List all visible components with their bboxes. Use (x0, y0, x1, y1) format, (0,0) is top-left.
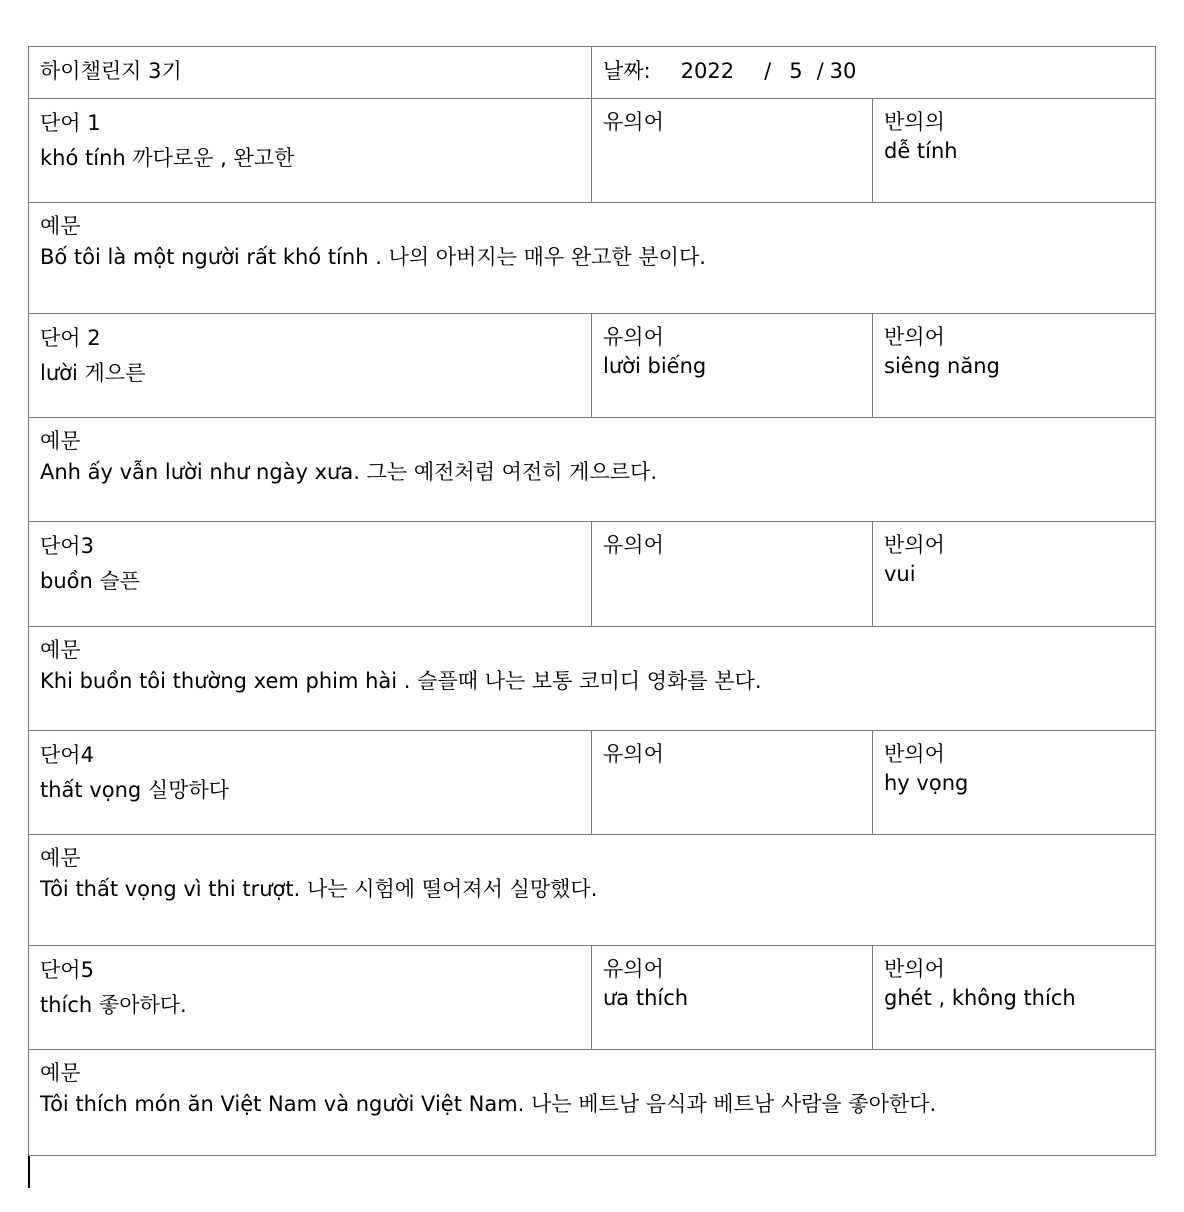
sheet-title: 하이챌린지 3기 (40, 59, 182, 83)
antonym-cell[interactable] (873, 946, 1156, 1050)
synonym-label: 유의어 (603, 957, 664, 981)
antonym-label: 반의의 (884, 110, 945, 134)
date-label: 날짜: (603, 59, 651, 83)
antonym-label: 반의어 (884, 957, 945, 981)
synonym-label: 유의어 (603, 110, 664, 134)
example-cell[interactable] (29, 1050, 1156, 1156)
synonym-value: ưa thích (603, 986, 689, 1010)
synonym-cell[interactable] (592, 522, 873, 627)
date-field (603, 58, 856, 84)
example-row (29, 835, 1156, 946)
word-row (29, 99, 1156, 203)
antonym-value: vui (884, 562, 916, 586)
synonym-cell[interactable] (592, 946, 873, 1050)
example-label: 예문 (40, 429, 81, 453)
antonym-value: ghét , không thích (884, 986, 1076, 1010)
antonym-cell[interactable] (873, 731, 1156, 835)
antonym-cell[interactable] (873, 99, 1156, 203)
example-cell[interactable] (29, 627, 1156, 731)
example-label: 예문 (40, 638, 81, 662)
word-value: khó tính 까다로운 , 완고한 (40, 146, 295, 170)
antonym-cell[interactable] (873, 522, 1156, 627)
word-value: thích 좋아하다. (40, 993, 187, 1017)
antonym-label: 반의어 (884, 533, 945, 557)
date-separator: / (764, 59, 772, 83)
word-row (29, 522, 1156, 627)
antonym-label: 반의어 (884, 325, 945, 349)
antonym-value: dễ tính (884, 139, 958, 163)
synonym-label: 유의어 (603, 325, 664, 349)
example-row (29, 418, 1156, 522)
example-label: 예문 (40, 846, 81, 870)
synonym-cell[interactable] (592, 731, 873, 835)
example-label: 예문 (40, 1061, 81, 1085)
word-value: thất vọng 실망하다 (40, 778, 230, 802)
synonym-label: 유의어 (603, 533, 664, 557)
antonym-cell[interactable] (873, 314, 1156, 418)
word-label: 단어 1 (40, 111, 101, 135)
example-label: 예문 (40, 214, 81, 238)
word-cell[interactable] (29, 522, 592, 627)
vocabulary-table (28, 46, 1156, 1156)
word-value: buồn 슬픈 (40, 569, 141, 593)
example-cell[interactable] (29, 418, 1156, 522)
example-sentence: Tôi thích món ăn Việt Nam và người Việt Nam. 나는 베트남 음식과 베트남 사람을 좋아한다. (40, 1092, 937, 1116)
text-cursor (28, 1156, 30, 1188)
date-year: 2022 (680, 59, 735, 83)
word-label: 단어 2 (40, 326, 101, 350)
antonym-value: siêng năng (884, 354, 1000, 378)
synonym-label: 유의어 (603, 742, 664, 766)
example-sentence: Anh ấy vẫn lười như ngày xưa. 그는 예전처럼 여전히 게으르다. (40, 460, 658, 484)
example-cell[interactable] (29, 203, 1156, 314)
word-row (29, 314, 1156, 418)
date-month: 5 (789, 59, 803, 83)
antonym-label: 반의어 (884, 742, 945, 766)
word-row (29, 946, 1156, 1050)
example-row (29, 203, 1156, 314)
date-separator: / (816, 59, 824, 83)
example-sentence: Bố tôi là một người rất khó tính . 나의 아버지는 매우 완고한 분이다. (40, 245, 706, 269)
word-cell[interactable] (29, 946, 592, 1050)
word-cell[interactable] (29, 314, 592, 418)
word-label: 단어3 (40, 534, 94, 558)
word-label: 단어4 (40, 743, 94, 767)
example-row (29, 1050, 1156, 1156)
antonym-value: hy vọng (884, 771, 969, 795)
example-cell[interactable] (29, 835, 1156, 946)
word-cell[interactable] (29, 99, 592, 203)
synonym-cell[interactable] (592, 314, 873, 418)
example-sentence: Khi buồn tôi thường xem phim hài . 슬플때 나는 보통 코미디 영화를 본다. (40, 669, 762, 693)
example-row (29, 627, 1156, 731)
synonym-cell[interactable] (592, 99, 873, 203)
word-value: lười 게으른 (40, 361, 146, 385)
synonym-value: lười biếng (603, 354, 707, 378)
word-label: 단어5 (40, 958, 94, 982)
header-row (29, 47, 1156, 99)
date-day: 30 (829, 59, 857, 83)
example-sentence: Tôi thất vọng vì thi trượt. 나는 시험에 떨어져서 실망했다. (40, 877, 598, 901)
date-cell[interactable] (592, 47, 1156, 99)
word-row (29, 731, 1156, 835)
title-cell[interactable] (29, 47, 592, 99)
word-cell[interactable] (29, 731, 592, 835)
